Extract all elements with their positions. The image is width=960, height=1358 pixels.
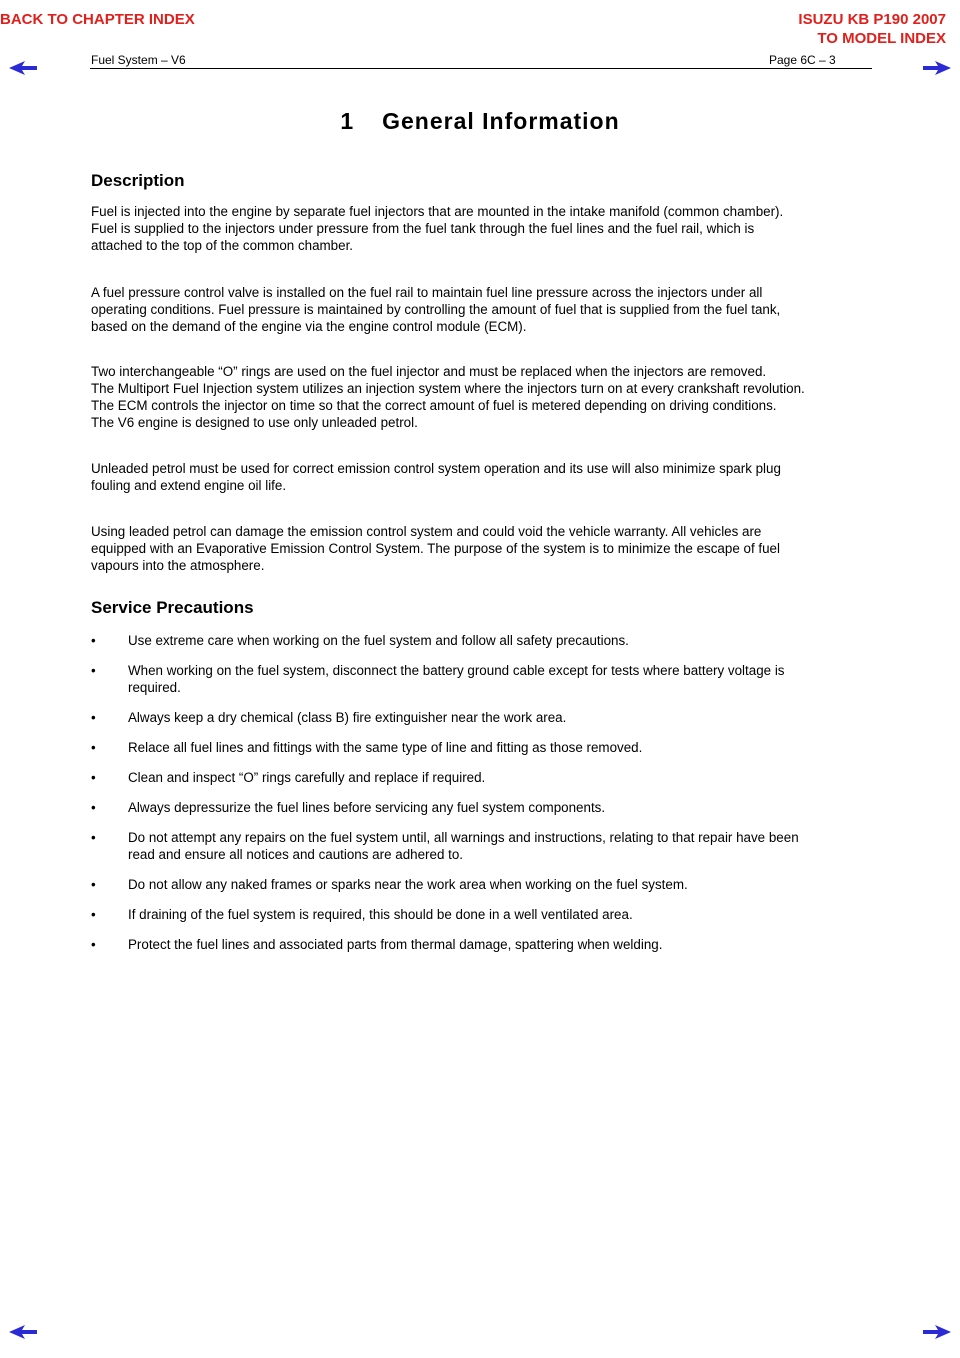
description-paragraph [91, 460, 881, 494]
page-number: Page 6C – 3 [769, 53, 836, 67]
next-page-arrow-icon[interactable] [922, 60, 952, 76]
text-line: Do not attempt any repairs on the fuel system until, all warnings and instructions, relating to that repair have been [128, 830, 799, 845]
prev-page-arrow-icon-bottom[interactable] [8, 1324, 38, 1340]
text-line: The ECM controls the injector on time so that the correct amount of fuel is metered depending on driving conditions. [91, 398, 777, 413]
precautions-list [91, 632, 881, 966]
text-line: read and ensure all notices and cautions are adhered to. [128, 847, 463, 862]
description-paragraph [91, 523, 881, 574]
text-line: equipped with an Evaporative Emission Control System. The purpose of the system is to minimize the escape of fuel [91, 541, 780, 556]
bullet-icon: • [91, 877, 96, 892]
back-to-chapter-index-link[interactable]: BACK TO CHAPTER INDEX [0, 11, 195, 28]
list-item [91, 799, 881, 816]
bullet-icon: • [91, 663, 96, 678]
text-line: Always keep a dry chemical (class B) fire extinguisher near the work area. [128, 710, 567, 725]
text-line: Fuel is injected into the engine by separate fuel injectors that are mounted in the intake manifold (common chamber). [91, 204, 784, 219]
text-line: Protect the fuel lines and associated parts from thermal damage, spattering when welding. [128, 937, 663, 952]
text-line: Two interchangeable “O” rings are used on the fuel injector and must be replaced when the injectors are removed. [91, 364, 767, 379]
text-line: vapours into the atmosphere. [91, 558, 265, 573]
header-divider [90, 68, 872, 69]
title-text: General Information [382, 108, 620, 134]
service-precautions-heading: Service Precautions [91, 598, 254, 617]
list-item [91, 662, 881, 696]
bullet-icon: • [91, 800, 96, 815]
bullet-icon: • [91, 830, 96, 845]
description-paragraph [91, 203, 881, 254]
description-heading: Description [91, 171, 185, 190]
text-line: The V6 engine is designed to use only unleaded petrol. [91, 415, 418, 430]
text-line: Fuel is supplied to the injectors under pressure from the fuel tank through the fuel lines and the fuel rail, which is [91, 221, 755, 236]
text-line: When working on the fuel system, disconnect the battery ground cable except for tests where battery voltage is [128, 663, 785, 678]
next-page-arrow-icon-bottom[interactable] [922, 1324, 952, 1340]
text-line: Using leaded petrol can damage the emission control system and could void the vehicle warranty. All vehicles are [91, 524, 762, 539]
description-paragraph [91, 284, 881, 335]
list-item [91, 906, 881, 923]
page-title [0, 108, 960, 135]
description-paragraph [91, 363, 881, 431]
text-line: Relace all fuel lines and fittings with the same type of line and fitting as those removed. [128, 740, 643, 755]
text-line: If draining of the fuel system is required, this should be done in a well ventilated area. [128, 907, 633, 922]
bullet-icon: • [91, 633, 96, 648]
text-line: required. [128, 680, 181, 695]
bullet-icon: • [91, 907, 96, 922]
list-item [91, 876, 881, 893]
list-item [91, 769, 881, 786]
list-item [91, 739, 881, 756]
list-item [91, 829, 881, 863]
text-line: Do not allow any naked frames or sparks near the work area when working on the fuel system. [128, 877, 688, 892]
section-header: Fuel System – V6 [91, 53, 186, 67]
text-line: A fuel pressure control valve is installed on the fuel rail to maintain fuel line pressure across the injectors under all [91, 285, 763, 300]
title-number: 1 [340, 108, 355, 134]
to-model-index-link[interactable]: TO MODEL INDEX [817, 30, 946, 47]
prev-page-arrow-icon[interactable] [8, 60, 38, 76]
text-line: Always depressurize the fuel lines before servicing any fuel system components. [128, 800, 606, 815]
bullet-icon: • [91, 770, 96, 785]
text-line: operating conditions. Fuel pressure is maintained by controlling the amount of fuel that is supplied from the fuel tank, [91, 302, 781, 317]
bullet-icon: • [91, 710, 96, 725]
text-line: Clean and inspect “O” rings carefully and replace if required. [128, 770, 486, 785]
list-item [91, 936, 881, 953]
text-line: based on the demand of the engine via the engine control module (ECM). [91, 319, 527, 334]
list-item [91, 709, 881, 726]
text-line: Unleaded petrol must be used for correct emission control system operation and its use will also minimize spark plug [91, 461, 781, 476]
text-line: fouling and extend engine oil life. [91, 478, 287, 493]
bullet-icon: • [91, 937, 96, 952]
model-title-link[interactable]: ISUZU KB P190 2007 [798, 11, 946, 28]
text-line: The Multiport Fuel Injection system utilizes an injection system where the injectors turn on at every crankshaft revolution. [91, 381, 805, 396]
bullet-icon: • [91, 740, 96, 755]
list-item [91, 632, 881, 649]
text-line: attached to the top of the common chamber. [91, 238, 354, 253]
text-line: Use extreme care when working on the fuel system and follow all safety precautions. [128, 633, 629, 648]
